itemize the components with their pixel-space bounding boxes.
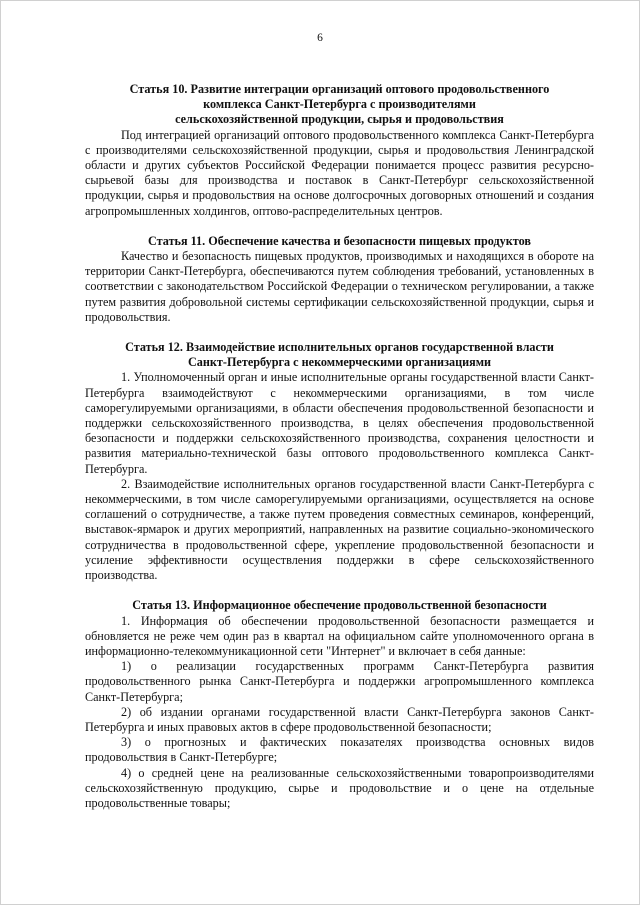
article-paragraph: Качество и безопасность пищевых продуктов, производимых и находящихся в обороте на территории Санкт-Петербурга, обеспечиваются путем соблюдения требований, установленных в соответствии с законодательством Российской Федерации о техническом регулировании, а также путем развития добровольной системы сертификации сельскохозяйственной продукции, сырья и продовольствия. [85, 249, 594, 324]
article-paragraph: 2) об издании органами государственной власти Санкт-Петербурга законов Санкт-Петербурга и иных правовых актов в сфере продовольственной безопасности; [85, 704, 594, 734]
article-paragraph: 4) о средней цене на реализованные сельскохозяйственными товаропроизводителями сельскохозяйственную продукцию, сырье и продовольствие и о цене на отдельные продовольственные товары; [85, 765, 594, 810]
document-body [85, 82, 594, 811]
article-paragraph: Под интеграцией организаций оптового продовольственного комплекса Санкт-Петербурга с производителями сельскохозяйственной продукции, сырья и продовольствия Ленинградской области и других субъектов Российской Федерации понимается процесс развития ресурсно-сырьевой базы для производства и поставок в Санкт-Петербург сельскохозяйственной продукции, сырья и продовольствия на основе долгосрочных договорных отношений и создания агропромышленных холдингов, оптово-распределительных центров. [85, 127, 594, 218]
article-paragraph: 3) о прогнозных и фактических показателях производства основных видов продовольствия в Санкт-Петербурге; [85, 735, 594, 765]
article-paragraph: 2. Взаимодействие исполнительных органов государственной власти Санкт-Петербурга с некоммерческими, в том числе саморегулируемыми организациями, осуществляется на основе соглашений о сотрудничестве, а также путем проведения совместных семинаров, конференций, выставок-ярмарок и других мероприятий, направленных на развитие социально-экономического сотрудничества в продовольственной сфере, укрепление продовольственной безопасности и усиление эффективности осуществления поддержки в сфере сельскохозяйственного производства. [85, 476, 594, 583]
article-paragraph: 1. Информация об обеспечении продовольственной безопасности размещается и обновляется не реже чем один раз в квартал на официальном сайте уполномоченного органа в информационно-телекоммуникационной сети "Интернет" и включает в себя данные: [85, 613, 594, 658]
article-paragraph: 1) о реализации государственных программ Санкт-Петербурга развития продовольственного рынка Санкт-Петербурга и поддержки агропромышленного комплекса Санкт-Петербурга; [85, 659, 594, 704]
article-12 [85, 340, 594, 583]
article-heading: Статья 12. Взаимодействие исполнительных органов государственной власти Санкт-Петербурга с некоммерческими организациями [125, 340, 554, 370]
article-paragraph: 1. Уполномоченный орган и иные исполнительные органы государственной власти Санкт-Петербурга взаимодействуют с некоммерческими организациями, в том числе саморегулируемыми организациями, в области обеспечения продовольственной безопасности и поддержки сельскохозяйственного производства, в целях обеспечения продовольственной безопасности и поддержки сельскохозяйственного производства, сохранения целостности и развития материально-технической базы оптового продовольственного комплекса Санкт-Петербурга. [85, 370, 594, 476]
article-heading: Статья 11. Обеспечение качества и безопасности пищевых продуктов [148, 233, 531, 248]
page-number: 6 [317, 32, 323, 44]
article-heading: Статья 10. Развитие интеграции организаций оптового продовольственного комплекса Санкт-Петербурга с производителями сельскохозяйственной продукции, сырья и продовольствия [129, 82, 550, 127]
article-11 [85, 234, 594, 325]
article-heading: Статья 13. Информационное обеспечение продовольственной безопасности [132, 598, 547, 613]
article-10 [85, 82, 594, 219]
article-13 [85, 598, 594, 811]
